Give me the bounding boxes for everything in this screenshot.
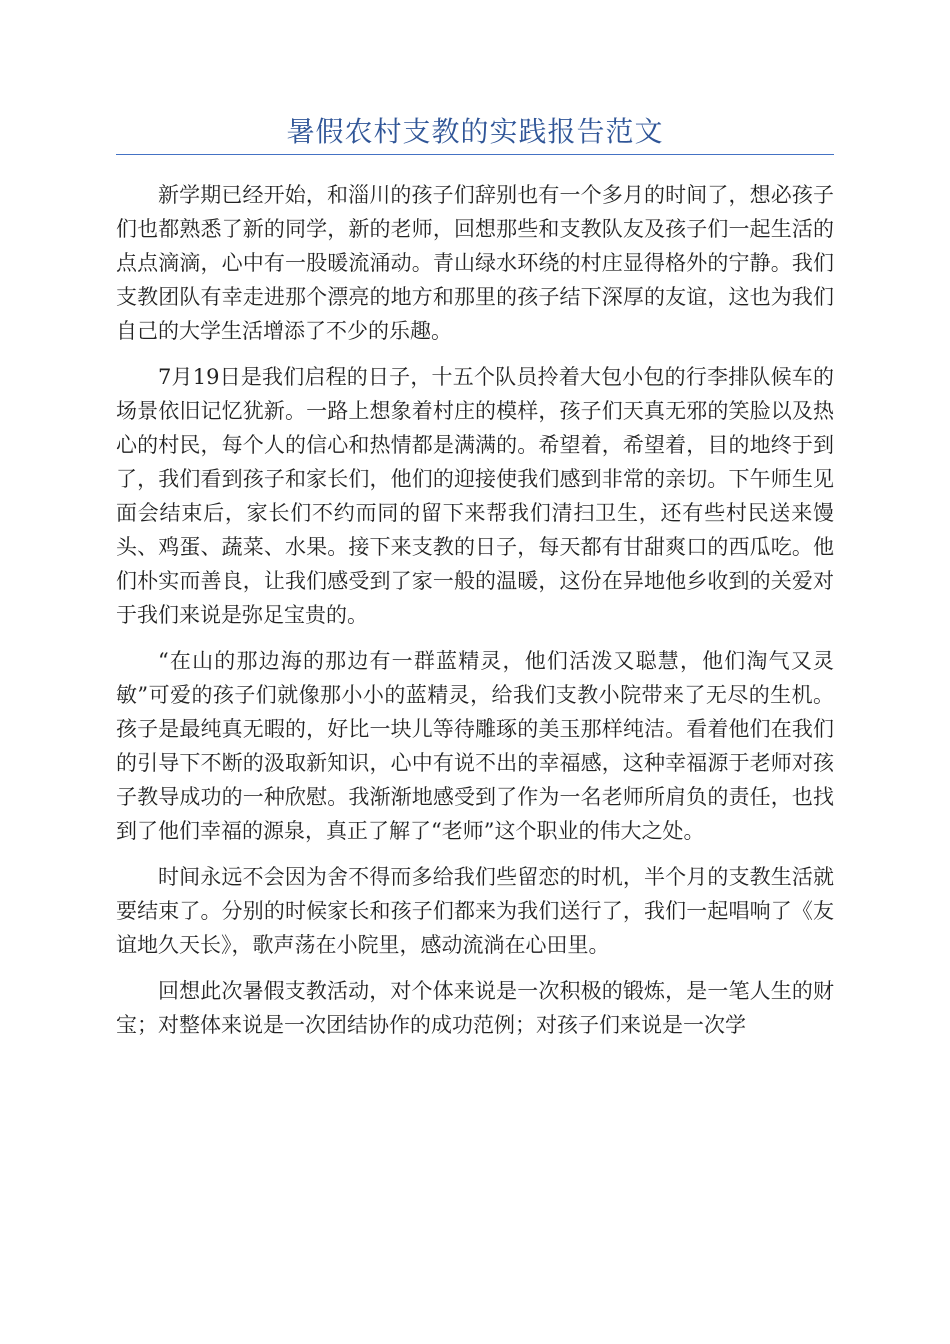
paragraph-3: “在山的那边海的那边有一群蓝精灵，他们活泼又聪慧，他们淘气又灵敏”可爱的孩子们就像那小小的蓝精灵，给我们支教小院带来了无尽的生机。孩子是最纯真无暇的，好比一块儿等待雕琢的美玉那样纯洁。看着他们在我们的引导下不断的汲取新知识，心中有说不出的幸福感，这种幸福源于老师对孩子教导成功的一种欣慰。我渐渐地感受到了作为一名老师所肩负的责任，也找到了他们幸福的源泉，真正了解了“老师”这个职业的伟大之处。 [116, 649, 834, 843]
paragraph-5: 回想此次暑假支教活动，对个体来说是一次积极的锻炼，是一笔人生的财宝；对整体来说是一次团结协作的成功范例；对孩子们来说是一次学 [116, 979, 834, 1037]
paragraph-1: 新学期已经开始，和淄川的孩子们辞别也有一个多月的时间了，想必孩子们也都熟悉了新的同学，新的老师，回想那些和支教队友及孩子们一起生活的点点滴滴，心中有一股暖流涌动。青山绿水环绕的村庄显得格外的宁静。我们支教团队有幸走进那个漂亮的地方和那里的孩子结下深厚的友谊，这也为我们自己的大学生活增添了不少的乐趣。 [116, 183, 834, 343]
title-underline [116, 154, 834, 155]
document-title: 暑假农村支教的实践报告范文 [286, 115, 664, 148]
document-body [116, 178, 834, 1054]
paragraph-4: 时间永远不会因为舍不得而多给我们些留恋的时机，半个月的支教生活就要结束了。分别的时候家长和孩子们都来为我们送行了，我们一起唱响了《友谊地久天长》，歌声荡在小院里，感动流淌在心田里。 [116, 865, 834, 957]
paragraph-2: 7月19日是我们启程的日子，十五个队员拎着大包小包的行李排队候车的场景依旧记忆犹新。一路上想象着村庄的模样，孩子们天真无邪的笑脸以及热心的村民，每个人的信心和热情都是满满的。希望着，希望着，目的地终于到了，我们看到孩子和家长们，他们的迎接使我们感到非常的亲切。下午师生见面会结束后，家长们不约而同的留下来帮我们清扫卫生，还有些村民送来馒头、鸡蛋、蔬菜、水果。接下来支教的日子，每天都有甘甜爽口的西瓜吃。他们朴实而善良，让我们感受到了家一般的温暖，这份在异地他乡收到的关爱对于我们来说是弥足宝贵的。 [116, 365, 834, 627]
